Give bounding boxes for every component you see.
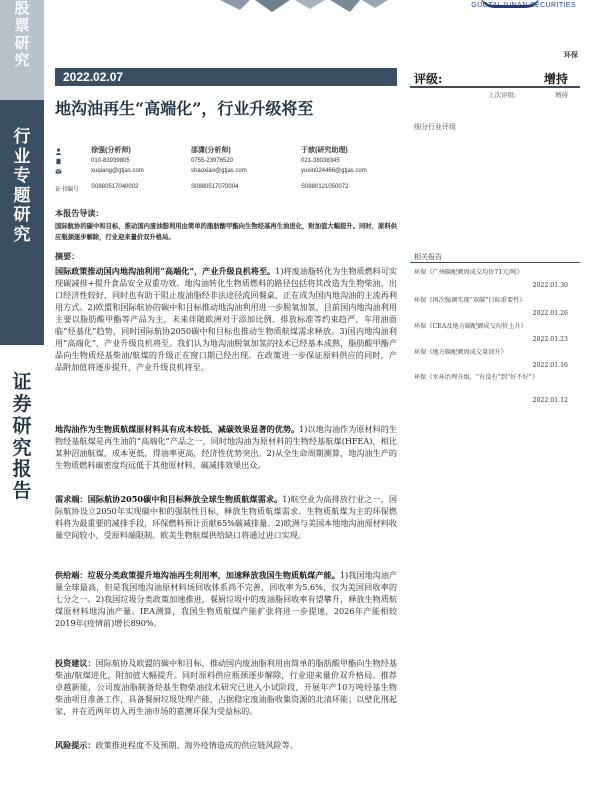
summary-paragraph-2 (55, 423, 397, 471)
author-cert: S0880121050072 (301, 184, 349, 190)
author-cert: S0880517040002 (91, 184, 139, 190)
paragraph-text: 国际航协及欧盟的碳中和目标，推动国内废油脂利用由简单的脂肪酸甲酯向生物经基柴油/航煤进化，附加值大幅提升。同时原料供应瓶颈逐步解除，行业迎来量价双升格局。推荐卓越新能，公司废油脂制备烃基生物柴油技术研究已进入小试阶段，开展年产10万吨烃基生物柴油项目准备工作，具备餐厨垃圾处理产能，占据稳定废油脂收集资源的北清环能；以壁化刑起家，并在近两年切入再生油市场的嘉澳环保为受益标的。 (55, 658, 397, 716)
investment-advice (55, 657, 397, 717)
author-block (55, 146, 397, 193)
paragraph-text: 1)以地沟油作为原材料的生物经基航煤是再生油的“高端化”产品之一，同时地沟油为原材料的生物经基航煤(HFEA)，相比某种沼油航煤，成本更低，得油率更高，经济性优势突出。2)从全生命周期测算，地沟油生产的生物质燃料碳密度均远低于其他原材料，碳减排效果出众。 (55, 424, 397, 470)
paragraph-lead: 风险提示： (55, 740, 96, 750)
previous-rating-label: 上次评级: (488, 91, 517, 99)
related-report-date: 2022.01.23 (532, 336, 568, 343)
related-report-date: 2022.01.30 (532, 282, 568, 289)
author-phone: 010-83939805 (91, 158, 130, 164)
guide-text: 国际航协的碳中和目标，推动国内废油脂利用由简单的脂肪酸甲酯向生物经基再生油进化，附加值大幅提升。同时，原料供应瓶颈逐步解除，行业迎来量价双升格局。 (55, 223, 397, 241)
related-report-date: 2022.01.26 (532, 310, 568, 317)
paragraph-text: 政策推进程度不及预期、海外疫情造成的供应链风险等。 (95, 740, 298, 750)
risk-warning (55, 739, 397, 751)
author-2 (191, 146, 247, 176)
related-report-date: 2022.01.12 (532, 397, 568, 404)
page-title: 地沟油再生“高端化”，行业升级将至 (55, 99, 314, 118)
phone-icon (55, 158, 62, 165)
paragraph-text: 1)将废油脂转化为生物质燃料可实现碳减排+提升食品安全双重功效。地沟油转化生物质燃料的路径包括将其改造为生物柴油，出口经济性较好，同时也有助于阻止废油脂经非法途径流回餐桌，正在成为国内地沟油的主流再利用方式。2)欧盟和国际航协的碳中和目标推动地沟油利用进一步脱氧加氢，目前国内地沟油利用主要以脂肪酸甲酯等产品为主，未来伴随欧洲对于添加比例、排放标准等约束趋严，车用油面临“烃基化”趋势，同时国际航协2050碳中和目标也推动生物质航煤需求释放。3)国内地沟油利用“高端化”，产业升级良机将至。我们认为地沟油脱氧加氢的技术已经基本成熟，脂肪酸甲酯产品向生物质烃基柴油/航煤的升级正在窗口期已经出现。在政策进一步保证原料供应的同时，产品附加值将逐步提升，产业升级良机将至。 (55, 266, 397, 372)
related-report-item[interactable]: 环保《地方碳配额周成交量回升》 (414, 349, 507, 356)
related-report-date: 2022.01.16 (532, 362, 568, 369)
previous-rating-value: 增持 (555, 91, 568, 99)
subsector-rating: 细分行业评级 (414, 123, 456, 131)
related-report-item[interactable]: 环保《广州碳配额周成交均价71元/吨》 (414, 269, 523, 276)
company-logo (416, 0, 576, 16)
related-reports-title: 相关报告 (414, 253, 442, 261)
paragraph-lead: 需求端：国际航协2050碳中和目标释放全球生物质航煤需求。 (55, 494, 283, 504)
author-email: yuxin024466@gtjas.com (301, 168, 367, 174)
author-name: 于歆(研究助理) (301, 147, 348, 154)
related-report-item[interactable]: 环保《再次强调实现“双碳”目标重要性》 (414, 297, 526, 304)
logo-english-name: GUOTAI JUNAN SECURITIES (471, 2, 576, 9)
side-label-securities-report: 证 券 研 究 报 告 (12, 371, 32, 503)
author-phone: 0755-23976520 (191, 158, 234, 164)
rating-value: 增持 (543, 72, 568, 86)
paragraph-text: 1)我国地沟油产量全球最高，但是我国地沟油原材料场回收体系尚不完善，回收率为5.6%，仅为美国回收率的七分之一。2)我国垃圾分类政策加速推进，餐厨垃圾中的废油脂回收率有望攀升，释放生物质航煤原材料地沟油产量。IEA测算，我国生物质航煤产能扩张将进一步提速，2026年产能相较2019年(疫情前)增长890%。 (55, 570, 397, 628)
author-email: xuqiang@gtjas.com (91, 168, 144, 174)
paragraph-lead: 供给端：垃圾分类政策提升地沟油再生利用率，加速释放我国生物质航煤产能。 (55, 570, 340, 580)
side-label-stock-research: 股 票 研 究 (14, 0, 30, 69)
author-name: 徐强(分析师) (91, 147, 131, 154)
author-name: 邵潇(分析师) (191, 147, 231, 154)
summary-paragraph-3 (55, 493, 397, 541)
report-date: 2022.02.07 (55, 68, 397, 86)
author-email: shaoxiao@gtjas.com (191, 168, 247, 174)
paragraph-lead: 地沟油作为生物质航煤原材料具有成本较低、减碳效果显著的优势。 (55, 424, 300, 434)
paragraph-lead: 国际政策推动国内地沟油利用“高端化”，产业升级良机将至。 (55, 266, 276, 276)
rating-divider (410, 86, 580, 88)
certificate-label: 证书编号 (55, 187, 80, 193)
person-icon (55, 148, 62, 155)
crystal-decoration (210, 0, 390, 14)
rating-label: 评级: (414, 72, 443, 86)
side-band (0, 0, 44, 800)
related-report-item[interactable]: 环保《CEA及地方碳配额成交均价上升》 (414, 323, 527, 330)
mail-icon (55, 168, 62, 175)
guide-title: 本报告导读： (55, 208, 104, 218)
paragraph-lead: 投资建议： (55, 658, 96, 668)
sector-tag: 环保 (564, 52, 578, 59)
summary-title: 摘要： (55, 251, 80, 261)
author-3 (301, 146, 367, 176)
author-phone: 021-38038345 (301, 158, 340, 164)
paragraph-text: 1)航空业为高排放行业之一，国际航协设立2050年实现碳中和的强制性目标，释放生物质航煤需求。生物质航煤为主的环保燃料将为最重要的减排手段，环保燃料预计贡献65%碳减排量。2)欧洲与美国本地地沟油原材料收量空间较小，受原料端限制。欧美生物航煤供给缺口将通过进口实现。 (55, 494, 398, 540)
side-label-industry-research: 行 业 专 题 研 究 (13, 127, 31, 245)
summary-paragraph-1 (55, 265, 397, 373)
summary-paragraph-4 (55, 569, 397, 629)
related-report-item[interactable]: 环保《水环治理升级，“有没有”到“好不好”》 (414, 374, 539, 381)
author-cert: S0880517070004 (191, 184, 239, 190)
related-divider (410, 262, 580, 263)
